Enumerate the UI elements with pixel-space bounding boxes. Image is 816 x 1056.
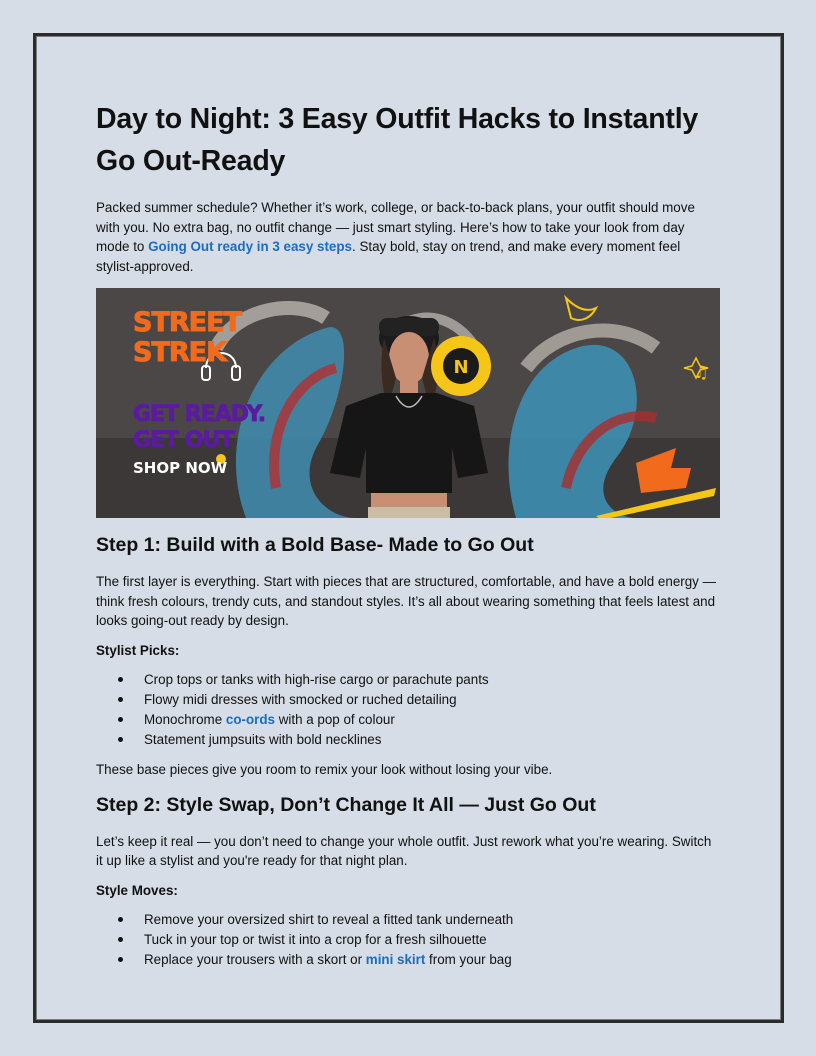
step1-closing: These base pieces give you room to remix your look without losing your vibe. bbox=[96, 762, 553, 777]
article-title: Day to Night: 3 Easy Outfit Hacks to Instantly Go Out-Ready bbox=[96, 103, 699, 177]
stylist-picks-list bbox=[96, 670, 720, 750]
stylist-picks-label: Stylist Picks: bbox=[96, 642, 180, 658]
list-item: Flowy midi dresses with smocked or ruched detailing bbox=[96, 690, 720, 710]
step2-heading: Step 2: Style Swap, Don’t Change It All — Just Go Out bbox=[96, 793, 596, 816]
bullet-icon bbox=[118, 737, 123, 742]
style-moves-label: Style Moves: bbox=[96, 882, 178, 898]
bullet-icon bbox=[118, 717, 123, 722]
promo-banner[interactable] bbox=[96, 288, 720, 518]
bullet-icon bbox=[118, 677, 123, 682]
bullet-icon bbox=[118, 697, 123, 702]
banner-line-1: STREET bbox=[133, 307, 241, 338]
intro-text-2: . Stay bold, stay on trend, and make every moment feel stylist-approved. bbox=[96, 239, 681, 274]
list-item: Remove your oversized shirt to reveal a fitted tank underneath bbox=[96, 910, 720, 930]
list-item: Replace your trousers with a skort or mini skirt from your bag bbox=[96, 950, 720, 970]
banner-line-4: GET OUT bbox=[133, 428, 234, 453]
list-item: Statement jumpsuits with bold necklines bbox=[96, 730, 720, 750]
intro-paragraph bbox=[96, 198, 720, 276]
mini-skirt-link[interactable]: mini skirt bbox=[365, 952, 426, 967]
co-ords-link[interactable]: co-ords bbox=[225, 712, 275, 727]
step2-body: Let’s keep it real — you don’t need to change your whole outfit. Just rework what you’re wearing. Switch it up like a stylist and you're ready for that night plan. bbox=[96, 833, 712, 868]
banner-line-2: STREK bbox=[133, 337, 227, 368]
list-item: Crop tops or tanks with high-rise cargo or parachute pants bbox=[96, 670, 720, 690]
svg-text:N: N bbox=[453, 357, 469, 378]
going-out-link[interactable]: Going Out ready in 3 easy steps bbox=[148, 239, 353, 254]
style-moves-list bbox=[96, 910, 720, 970]
list-item: Monochrome co-ords with a pop of colour bbox=[96, 710, 720, 730]
bullet-icon bbox=[118, 937, 123, 942]
banner-line-3: GET READY. bbox=[133, 402, 266, 427]
step1-body: The first layer is everything. Start with pieces that are structured, comfortable, and have a bold energy — think fresh colours, trendy cuts, and standout styles. It’s all about wearing something that feels latest and looks going-out ready by design. bbox=[96, 574, 716, 628]
article bbox=[96, 98, 720, 980]
banner-text bbox=[133, 308, 265, 480]
bullet-icon bbox=[118, 957, 123, 962]
step1-heading: Step 1: Build with a Bold Base- Made to Go Out bbox=[96, 534, 534, 556]
shop-now-button[interactable]: SHOP NOW bbox=[133, 459, 228, 477]
intro-text-1: Packed summer schedule? Whether it’s work, college, or back-to-back plans, your outfit should move with you. No extra bag, no outfit change — just smart styling. Here’s how to take your look from day mode to bbox=[96, 200, 695, 254]
list-item: Tuck in your top or twist it into a crop for a fresh silhouette bbox=[96, 930, 720, 950]
svg-text:♫: ♫ bbox=[694, 363, 709, 382]
bullet-icon bbox=[118, 917, 123, 922]
